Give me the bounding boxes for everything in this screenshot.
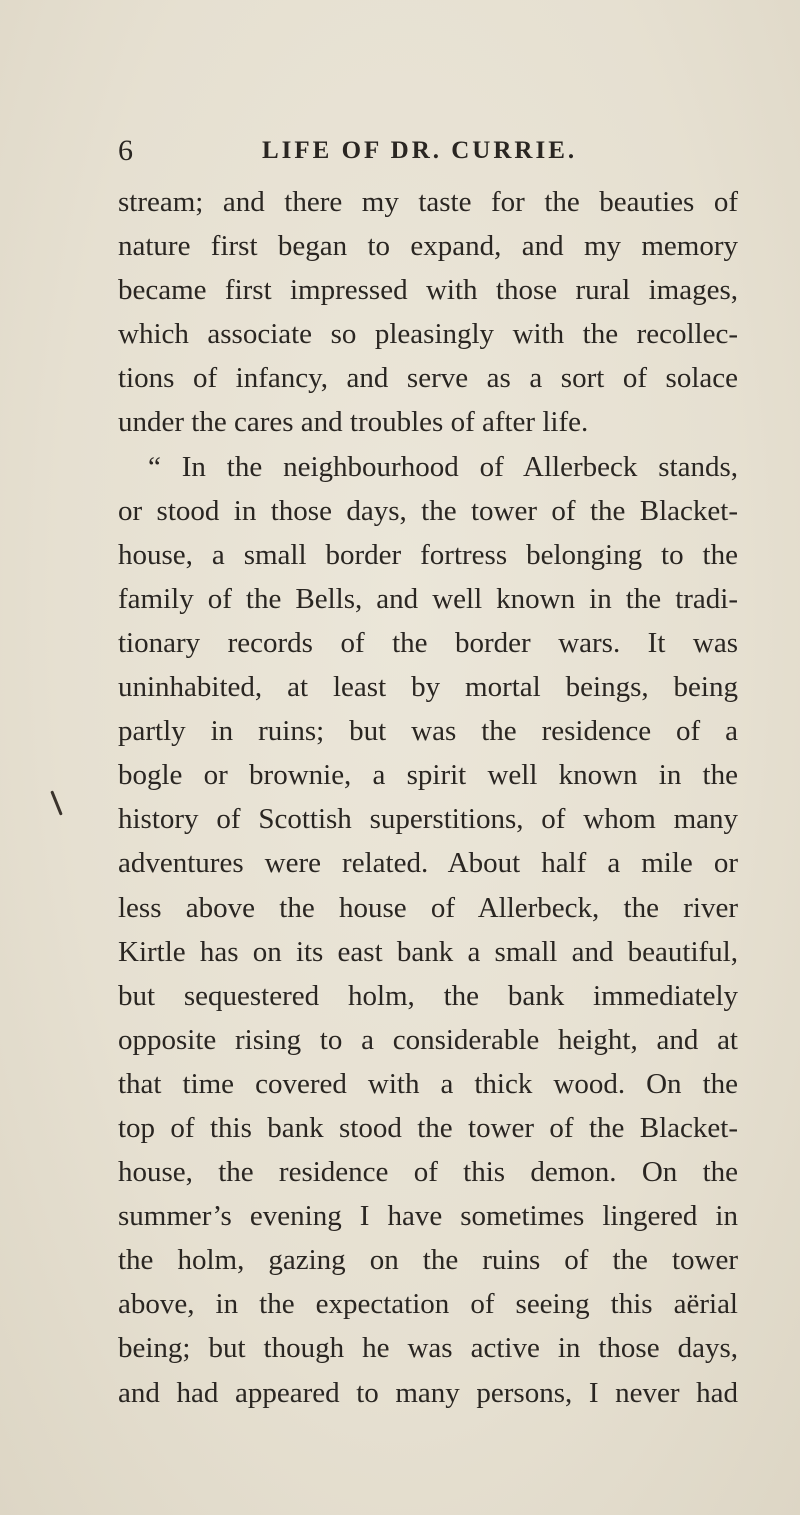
text-line: partly in ruins; but was the residence of a [118, 715, 738, 748]
margin-pencil-mark [50, 790, 63, 815]
text-line: house, a small border fortress belonging to the [118, 538, 738, 571]
text-line: became first impressed with those rural images, [118, 274, 738, 307]
text-line: “ In the neighbourhood of Allerbeck stands, [148, 450, 738, 483]
text-line: tions of infancy, and serve as a sort of solace [118, 362, 738, 395]
text-line: the holm, gazing on the ruins of the tower [118, 1244, 738, 1277]
text-line: being; but though he was active in those days, [118, 1332, 738, 1365]
text-line: which associate so pleasingly with the recollec- [118, 318, 738, 351]
page-number: 6 [118, 134, 134, 167]
text-line: family of the Bells, and well known in the tradi- [118, 582, 738, 615]
body-text [118, 180, 738, 1415]
text-line: history of Scottish superstitions, of whom many [118, 803, 738, 836]
text-line: and had appeared to many persons, I never had [118, 1376, 738, 1409]
text-line: bogle or brownie, a spirit well known in the [118, 759, 738, 792]
text-line: opposite rising to a considerable height, and at [118, 1023, 738, 1056]
text-line: above, in the expectation of seeing this aërial [118, 1288, 738, 1321]
text-line: under the cares and troubles of after life. [118, 406, 589, 439]
text-line: stream; and there my taste for the beauties of [118, 186, 738, 218]
text-line: summer’s evening I have sometimes lingered in [118, 1200, 738, 1233]
text-line: uninhabited, at least by mortal beings, being [118, 671, 738, 704]
text-line: top of this bank stood the tower of the Blacket- [118, 1111, 738, 1144]
text-line: tionary records of the border wars. It was [118, 626, 738, 659]
page-header [118, 134, 748, 174]
text-line: but sequestered holm, the bank immediately [118, 979, 738, 1012]
text-line: Kirtle has on its east bank a small and beautiful, [118, 935, 738, 968]
running-head: LIFE OF DR. CURRIE. [262, 137, 578, 164]
text-line: adventures were related. About half a mile or [118, 847, 738, 880]
text-line: that time covered with a thick wood. On the [118, 1067, 738, 1100]
text-line: house, the residence of this demon. On the [118, 1156, 738, 1189]
text-line: less above the house of Allerbeck, the river [118, 891, 738, 924]
text-line: or stood in those days, the tower of the Blacket- [118, 494, 738, 527]
text-line: nature first began to expand, and my memory [118, 230, 738, 263]
